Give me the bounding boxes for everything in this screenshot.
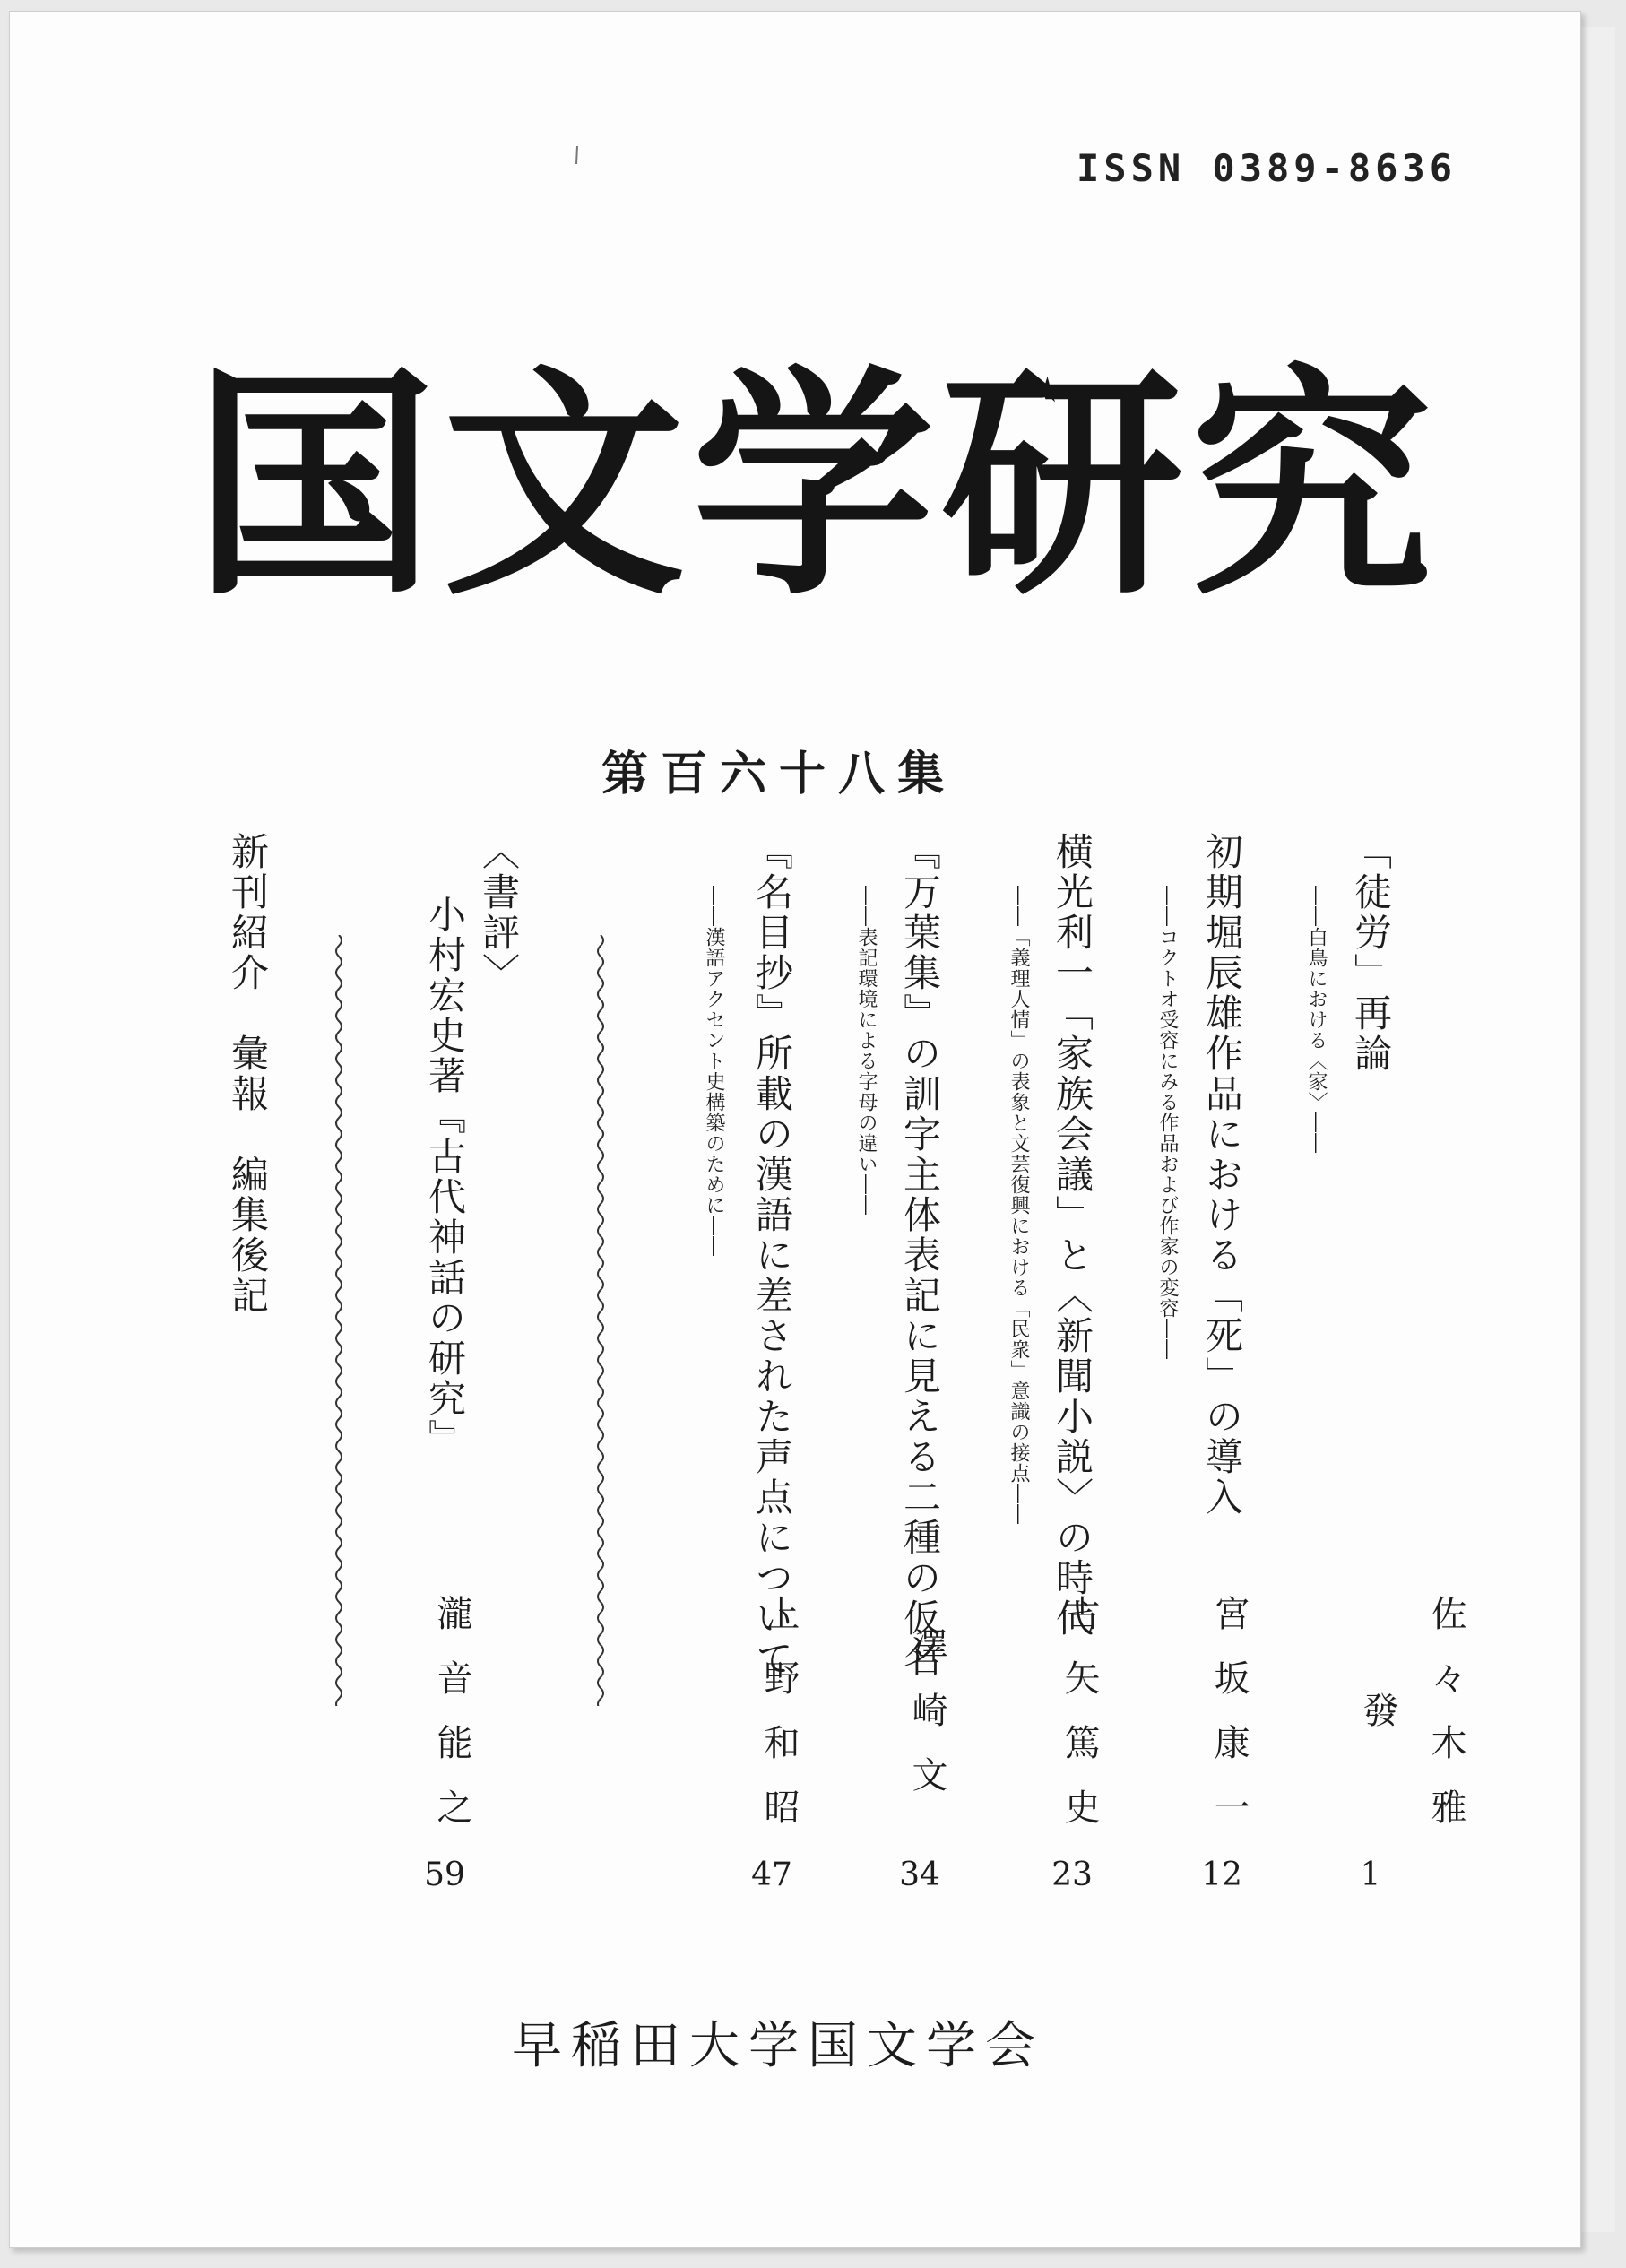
article-3-author: 古矢篤史 — [1059, 1595, 1100, 1853]
article-3-author-block — [1045, 1589, 1099, 1898]
misc-items: 新刊紹介 彙報 編集後記 — [226, 832, 270, 1316]
article-2-author: 宮坂康一 — [1208, 1595, 1250, 1853]
book-spine-edge — [1579, 27, 1615, 2232]
article-4-page: 34 — [899, 1857, 940, 1893]
review-title: 小村宏史著『古代神話の研究』 — [423, 895, 467, 1459]
article-2-author-block — [1195, 1589, 1249, 1898]
issn-number: ISSN 0389-8636 — [1077, 146, 1457, 190]
article-4-author: 澤崎文 — [906, 1627, 947, 1821]
article-3-page: 23 — [1051, 1857, 1093, 1893]
wavy-separator-right — [594, 935, 607, 1706]
article-4-title: 『万葉集』の訓字主体表記に見える二種の仮名 — [898, 832, 942, 1679]
journal-title: 国文学研究 — [194, 345, 1440, 628]
article-4-author-block — [893, 1589, 947, 1898]
article-2-title: 初期堀辰雄作品における「死」の導入 — [1200, 832, 1244, 1518]
article-1-page: 1 — [1360, 1857, 1381, 1893]
review-author: 瀧音能之 — [431, 1595, 472, 1853]
article-2-page: 12 — [1201, 1857, 1242, 1893]
article-1-author-block — [1344, 1589, 1466, 1898]
article-3-title: 横光利一「家族会議」と〈新聞小説〉の時代 — [1051, 832, 1094, 1639]
issue-number: 第百六十八集 — [601, 748, 957, 801]
article-5-subtitle: ――漢語アクセント史構築のために―― — [703, 886, 725, 1257]
article-5-author-block — [745, 1589, 799, 1898]
publisher-name: 早稲田大学国文学会 — [512, 2017, 1044, 2075]
article-2-subtitle: ――コクトオ受容にみる作品および作家の変容―― — [1156, 886, 1179, 1360]
article-5-author: 上野和昭 — [758, 1595, 800, 1853]
journal-cover — [9, 11, 1581, 2248]
scratch-mark — [575, 146, 580, 164]
article-1-title: 「徒労」再論 — [1349, 832, 1393, 1074]
review-label: 〈書評〉 — [477, 832, 521, 993]
article-1-author: 佐々木雅發 — [1357, 1595, 1466, 1853]
article-5-page: 47 — [751, 1857, 792, 1893]
article-5-title: 『名目抄』所載の漢語に差された声点について — [750, 832, 794, 1679]
article-3-subtitle: ――「義理人情」の表象と文芸復興における「民衆」意識の接点―― — [1008, 886, 1030, 1525]
review-page: 59 — [424, 1857, 465, 1893]
article-1-subtitle: ――白鳥における〈家〉―― — [1305, 886, 1328, 1154]
review-author-block — [418, 1589, 471, 1898]
article-4-subtitle: ――表記環境による字母の違い―― — [855, 886, 878, 1216]
wavy-separator-left — [333, 935, 345, 1706]
